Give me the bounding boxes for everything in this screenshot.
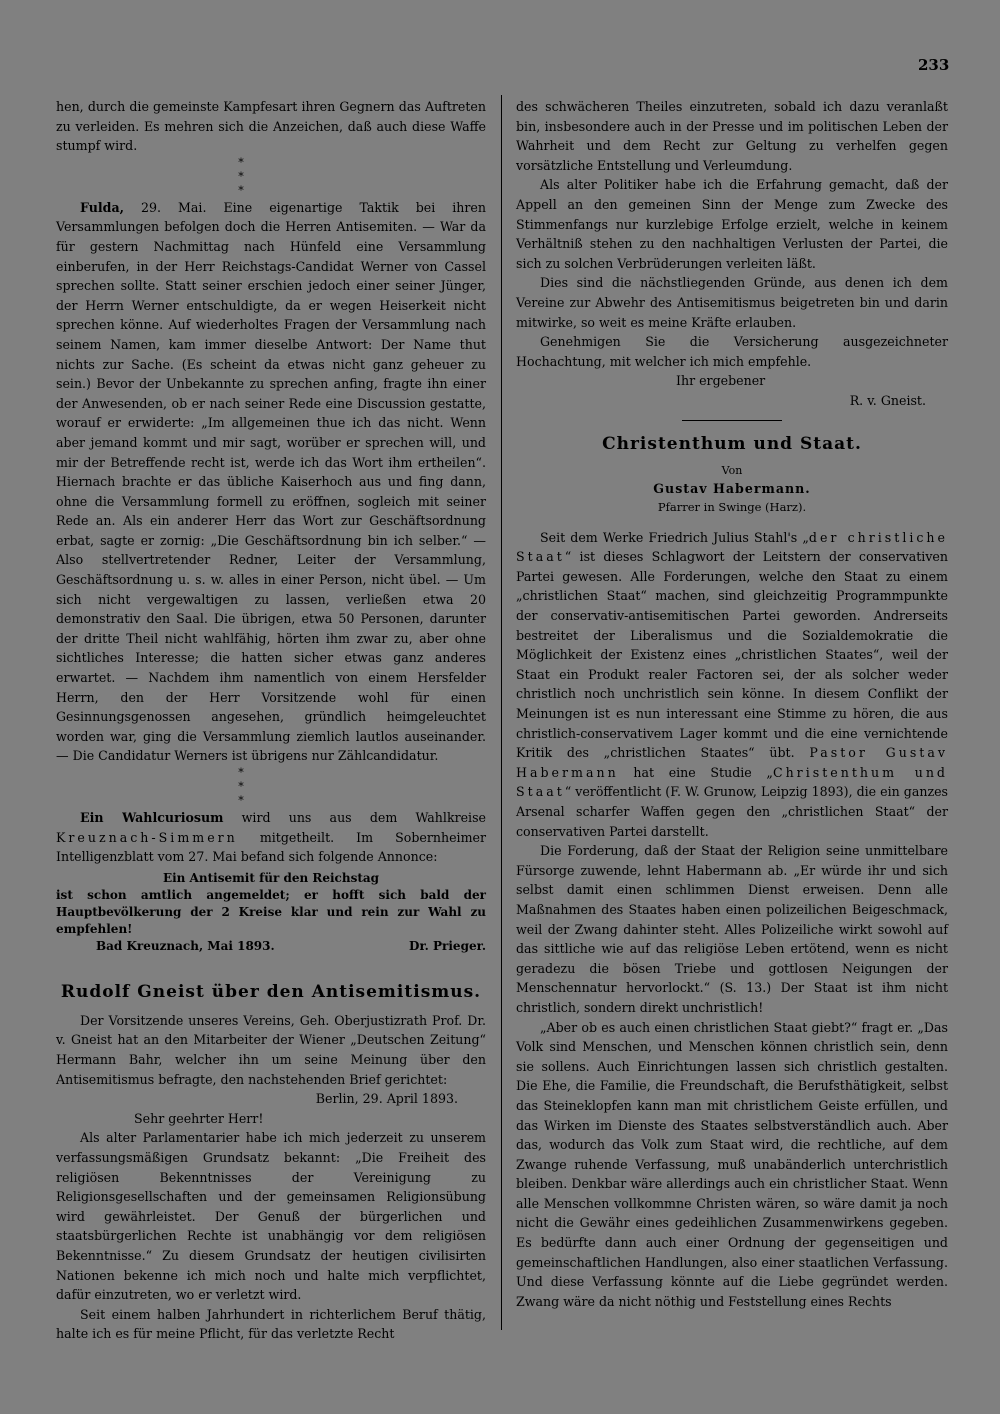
article-paragraph — [516, 528, 948, 842]
p1-text-b: “ ist dieses Schlagwort der Leitstern der conservativen Partei gewesen. Alle Forderungen, welche den Staat zu einem „christlichen Staat“ machen, sind gleichzeitig Programmpunkte der conservativ-antisemitischen Partei geworden. Andrerseits bestreitet der Liberalismus und die Sozialdemokratie die Möglichkeit der Existenz eines „christlichen Staates“, weil der Staat ein Produkt realer Factoren sei, der als solcher weder christlich noch unchristlich sein könne. In diesem Conflikt der Meinungen ist es nun interessant eine Stimme zu hören, die aus christlich-conservativem Lager kommt und die eine vernichtende Kritik des „christlichen Staates“ übt. — [516, 549, 948, 761]
notice-body: ist schon amtlich angemeldet; er hofft sich bald der Hauptbevölkerung der 2 Kreise klar und rein zur Wahl zu empfehlen! — [56, 887, 486, 936]
wahlkuriosum-district: Kreuznach-Simmern — [56, 829, 238, 845]
section-separator: * * * — [238, 766, 364, 807]
article-paragraph: Die Forderung, daß der Staat der Religion seine unmittelbare Fürsorge zuwende, lehnt Habermann ab. „Er würde ihr und sich selbst damit einen schlimmen Dienst erweisen. Denn alle Maßnahmen des Staates haben einen polizeilichen Beigeschmack, weil der Zwang dahinter steht. Alles Polizeiliche wirkt sowohl auf das sittliche wie auf das religiöse Leben ertötend, wenn es nicht geradezu die bösen Triebe und gottlosen Neigungen der Menschennatur hervorlockt.“ (S. 13.) Der Staat ist ihm nicht christlich, sondern direkt unchristlich! — [516, 843, 948, 1015]
letter-date: Berlin, 29. April 1893. — [315, 1091, 458, 1107]
letter-signature: R. v. Gneist. — [849, 392, 926, 408]
section-separator: * * * — [238, 155, 364, 197]
notice-place-date: Bad Kreuznach, Mai 1893. — [96, 938, 275, 953]
p1-study-ref: Christenthum und Staat — [516, 764, 948, 800]
p1-title-ref: der christliche Staat — [516, 529, 948, 565]
byline-von: Von — [721, 463, 743, 477]
article-paragraph: „Aber ob es auch einen christlichen Staat giebt?“ fragt er. „Das Volk sind Menschen, und Menschen können christlich sein, denn sie sollens. Auch Einrichtungen lassen sich christlich gestalten. Die Ehe, die Familie, die Freundschaft, die Berufsthätigkeit, selbst das Steineklopfen kann man mit christlichem Geiste erfüllen, und das Wirken im Dienste des Staates selbstverständlich auch. Aber das, wodurch das Volk zum Staat wird, die rechtliche, auf dem Zwange ruhende Verfassung, muß unabänderlich unterchristlich bleiben. Denkbar wäre allerdings auch ein christlicher Staat. Wenn alle Menschen vollkommne Christen wären, so wäre damit ja noch nicht die Gewähr eines gedeihlichen Zusammenwirkens gegeben. Es bedürfte dann auch einer Ordnung der gegenseitigen und gemeinschaftlichen Handlungen, also einer staatlichen Verfassung. Und diese Verfassung könnte auf die Liebe gegründet werden. Zwang wäre da nicht nöthig und Feststellung eines Rechts — [516, 1019, 948, 1309]
p1-text-d: “ veröffentlicht (F. W. Grunow, Leipzig 1893), die ein ganzes Arsenal scharfer Waffen gegen den „christlichen Staat“ der conservativen Partei darstellt. — [516, 784, 948, 839]
letter-closing: Ihr ergebener — [676, 373, 766, 389]
wahlkuriosum-headline: Ein Wahlcuriosum — [80, 810, 224, 825]
page-number: 233 — [918, 56, 950, 74]
wahlkuriosum-text-2: mitgetheilt. Im Sobernheimer Intelligenzblatt vom 27. Mai befand sich folgende Annonce: — [56, 829, 486, 865]
notice-signer: Dr. Prieger. — [409, 938, 486, 953]
notice-footer — [56, 938, 486, 955]
byline-role: Pfarrer in Swinge (Harz). — [657, 500, 807, 515]
wahlkuriosum-report — [56, 808, 486, 867]
left-column — [56, 97, 486, 1344]
gneist-intro: Der Vorsitzende unseres Vereins, Geh. Oberjustizrath Prof. Dr. v. Gneist hat an den Mitarbeiter der Wiener „Deutschen Zeitung“ Hermann Bahr, welcher ihn um seine Meinung über den Antisemitismus befragte, den nachstehenden Brief gerichtet: — [56, 1012, 486, 1087]
letter-paragraph: Seit einem halben Jahrhundert in richterlichem Beruf thätig, halte ich es für meine Pflicht, für das verletzte Recht — [56, 1306, 486, 1342]
p1-text-a: Seit dem Werke Friedrich Julius Stahl's „ — [540, 529, 809, 545]
opening-paragraph: hen, durch die gemeinste Kampfesart ihren Gegnern das Auftreten zu verleiden. Es mehren sich die Anzeichen, daß auch diese Waffe stumpf wird. — [56, 99, 486, 154]
article-divider — [682, 420, 782, 421]
column-divider — [501, 95, 502, 1330]
letter-paragraph: Als alter Parlamentarier habe ich mich jederzeit zu unserem verfassungsmäßigen Grundsatz bekannt: „Die Freiheit des religiösen Bekenntnisses der Vereinigung zu Religionsgesellschaften und der gemeinsamen Religionsübung wird gewährleistet. Der Genuß der bürgerlichen und staatsbürgerlichen Rechte ist unabhängig vor dem religiösen Bekenntnisse.“ Zu diesem Grundsatz der heutigen civilisirten Nationen bekenne ich mich noch und halte mich verpflichtet, dafür einzutreten, wo er verletzt wird. — [56, 1130, 486, 1303]
letter-paragraph: Dies sind die nächstliegenden Gründe, aus denen ich dem Vereine zur Abwehr des Antisemitismus beigetreten bin und darin mitwirke, so weit es meine Kräfte erlauben. — [516, 275, 948, 330]
notice-heading: Ein Antisemit für den Reichstag — [162, 870, 380, 885]
letter-paragraph: Genehmigen Sie die Versicherung ausgezeichneter Hochachtung, mit welcher ich mich empfehle. — [516, 334, 948, 369]
newspaper-notice — [56, 870, 486, 955]
wahlkuriosum-text-1: wird uns aus dem Wahlkreise — [223, 810, 486, 825]
gneist-article-title: Rudolf Gneist über den Antisemitismus. — [60, 981, 482, 1002]
byline-author: Gustav Habermann. — [653, 480, 811, 496]
fulda-text: 29. Mai. Eine eigenartige Taktik bei ihren Versammlungen befolgen doch die Herren Antisemiten. — War da für gestern Nachmittag nach Hünfeld eine Versammlung einberufen, in der Herr Reichstags-Candidat Werner von Cassel sprechen sollte. Statt seiner erschien jedoch einer seiner Jünger, der Herrn Werner entschuldigte, da er wegen Heiserkeit nicht sprechen könne. Auf wiederholtes Fragen der Versammlung nach seinem Namen, kam immer dieselbe Antwort: Der Name thut nichts zur Sache. (Es scheint da etwas nicht ganz geheuer zu sein.) Bevor der Unbekannte zu sprechen anfing, fragte ihn einer der Anwesenden, ob er nach seiner Rede eine Discussion gestatte, worauf er erwiderte: „Im allgemeinen thue ich das nicht. Wenn aber jemand kommt und mir sagt, worüber er sprechen will, und mir der Betreffende recht ist, werde ich das Wort ihm ertheilen“. Hiernach brachte er das übliche Kaiserhoch aus und fing dann, ohne die Versammlung formell zu eröffnen, sogleich mit seiner Rede an. Als ein anderer Herr das Wort zur Geschäftsordnung erbat, sagte er zornig: „Die Geschäftsordnung bin ich selber.“ — Also stellvertretender Redner, Leiter der Versammlung, Geschäftsordnung u. s. w. alles in einer Person, nicht übel. — Um sich nicht vergewaltigen zu lassen, verließen etwa 20 demonstrativ den Saal. Die übrigen, etwa 50 Personen, darunter der dritte Theil nicht wahlfähig, hörten ihm zwar zu, aber ohne sichtliches Interesse; die hatten sicher etwas ganz anderes erwartet. — Nachdem ihm namentlich von einem Hersfelder Herrn, den der Herr Vorsitzende wohl für einen Gesinnungsgenossen angesehen, gründlich heimgeleuchtet worden war, ging die Versammlung ziemlich lautlos auseinander. — Die Candidatur Werners ist übrigens nur Zählcandidatur. — [56, 199, 486, 764]
fulda-report — [56, 198, 486, 766]
letter-paragraph: Als alter Politiker habe ich die Erfahrung gemacht, daß der Appell an den gemeinen Sinn der Menge zum Zwecke des Stimmenfangs nur kurzlebige Erfolge erzielt, welche in keinem Verhältniß stehen zu den nachhaltigen Verlusten der Partei, die sich zu solchen Verbrüderungen verleiten läßt. — [516, 177, 948, 271]
p1-author-ref: Pastor Gustav Habermann — [516, 745, 948, 780]
p1-text-c: hat eine Studie „ — [618, 764, 773, 780]
letter-paragraph: des schwächeren Theiles einzutreten, sobald ich dazu veranlaßt bin, insbesondere auch in der Presse und im politischen Leben der Wahrheit und dem Recht zur Geltung zu verhelfen gegen vorsätzliche Entstellung und Verleumdung. — [516, 99, 948, 173]
christentum-article-title: Christenthum und Staat. — [602, 433, 862, 454]
fulda-place: Fulda, — [80, 199, 125, 215]
letter-salutation: Sehr geehrter Herr! — [134, 1110, 264, 1126]
right-column — [516, 97, 948, 1311]
